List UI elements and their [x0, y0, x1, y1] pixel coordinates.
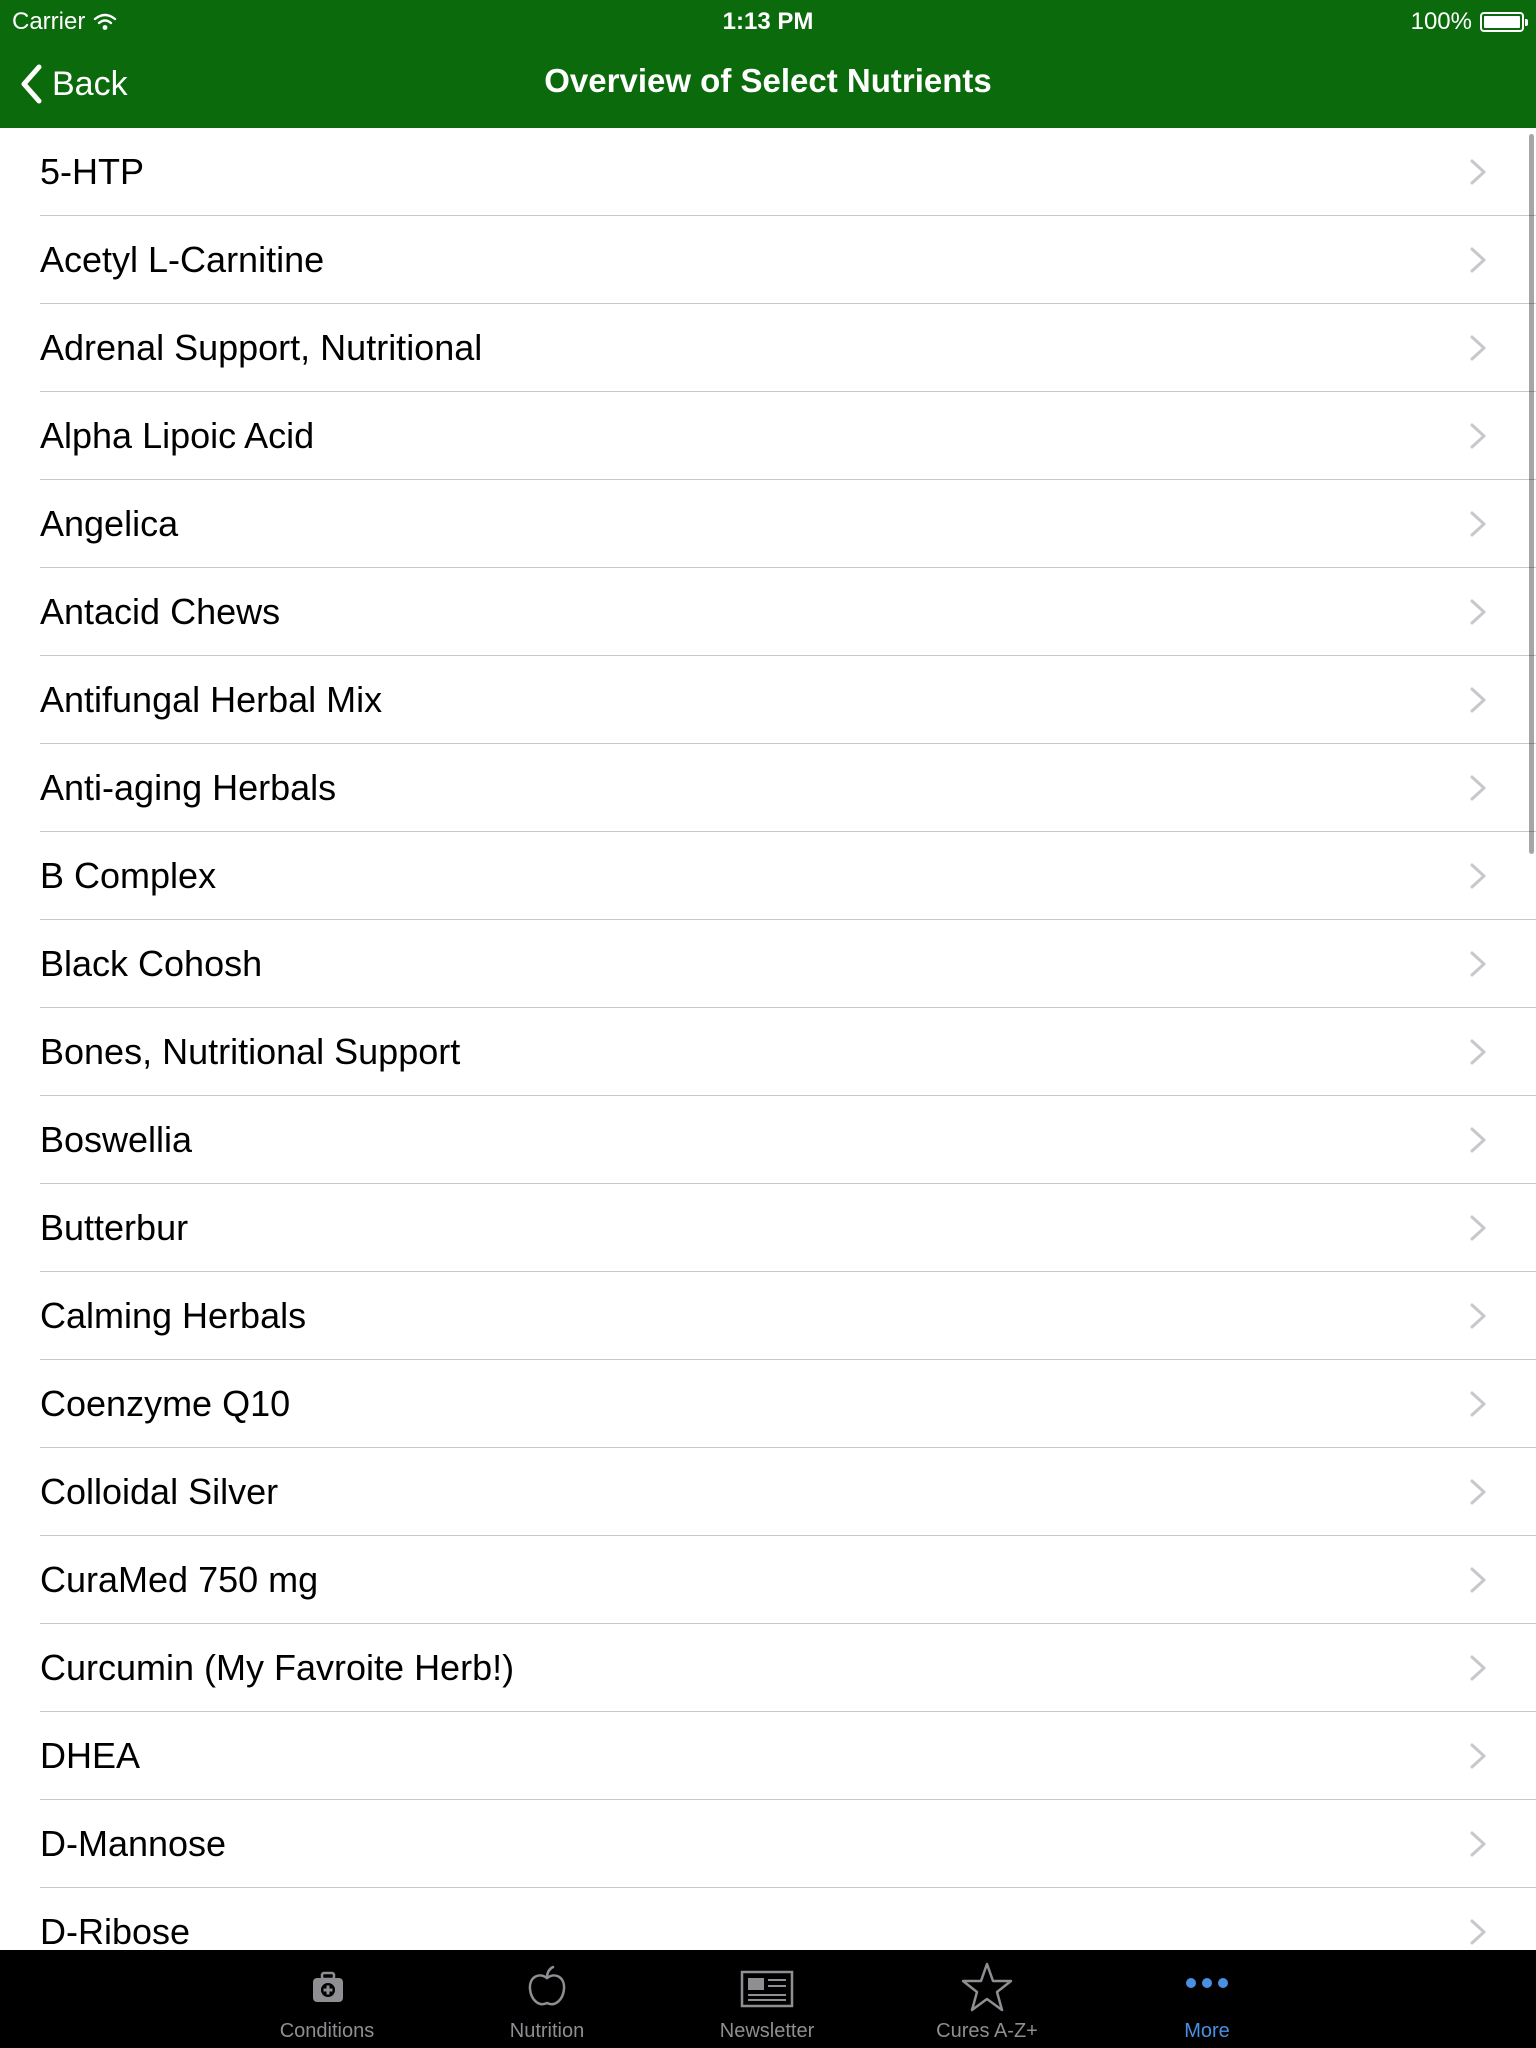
list-item-label: Bones, Nutritional Support	[40, 1031, 461, 1072]
chevron-right-icon	[1466, 1302, 1490, 1330]
chevron-right-icon	[1466, 862, 1490, 890]
list-item[interactable]	[0, 920, 1536, 1008]
newspaper-icon	[737, 1960, 797, 2016]
battery-percent: 100%	[1410, 8, 1472, 35]
list-item[interactable]	[0, 1008, 1536, 1096]
list-item-label: Anti-aging Herbals	[40, 767, 337, 808]
chevron-right-icon	[1466, 950, 1490, 978]
list-item-label: B Complex	[40, 855, 217, 896]
chevron-right-icon	[1466, 334, 1490, 362]
list-item-label: Angelica	[40, 503, 179, 544]
star-icon	[957, 1960, 1017, 2016]
status-time: 1:13 PM	[722, 8, 814, 35]
tab-label: Newsletter	[719, 2020, 815, 2042]
list-item[interactable]	[0, 1448, 1536, 1536]
list-item[interactable]	[0, 480, 1536, 568]
list-item-label: Butterbur	[40, 1207, 189, 1248]
list-item-label: Acetyl L-Carnitine	[40, 239, 325, 280]
tab-label: Conditions	[279, 2020, 375, 2042]
list-item[interactable]	[0, 656, 1536, 744]
list-item[interactable]	[0, 1360, 1536, 1448]
list-item[interactable]	[0, 832, 1536, 920]
list-item-label: D-Ribose	[40, 1911, 191, 1950]
apple-icon	[517, 1960, 577, 2016]
list-item-label: Black Cohosh	[40, 943, 263, 984]
list-item[interactable]	[0, 1184, 1536, 1272]
list-item[interactable]	[0, 216, 1536, 304]
nutrient-list[interactable]	[0, 128, 1536, 1950]
navigation-bar	[0, 0, 1536, 128]
carrier-label: Carrier	[12, 8, 86, 35]
list-item-label: Calming Herbals	[40, 1295, 307, 1336]
tab-newsletter[interactable]	[677, 1950, 857, 2048]
chevron-right-icon	[1466, 1478, 1490, 1506]
list-item[interactable]	[0, 1624, 1536, 1712]
list-item[interactable]	[0, 1800, 1536, 1888]
list-item-label: Colloidal Silver	[40, 1471, 279, 1512]
more-dots-icon	[1177, 1960, 1237, 2016]
list-item-label: Coenzyme Q10	[40, 1383, 291, 1424]
list-item[interactable]	[0, 1096, 1536, 1184]
tab-cures[interactable]	[897, 1950, 1077, 2048]
list-item-label: Boswellia	[40, 1119, 193, 1160]
back-label: Back	[52, 64, 128, 103]
chevron-right-icon	[1466, 422, 1490, 450]
tab-label: Cures A-Z+	[936, 2020, 1038, 2042]
list-item-label: Curcumin (My Favroite Herb!)	[40, 1647, 515, 1688]
tab-bar	[0, 1950, 1536, 2048]
list-item[interactable]	[0, 1712, 1536, 1800]
tab-more[interactable]	[1117, 1950, 1297, 2048]
list-item[interactable]	[0, 1536, 1536, 1624]
status-battery	[1411, 8, 1524, 36]
list-item[interactable]	[0, 392, 1536, 480]
list-item-label: 5-HTP	[40, 151, 145, 192]
list-item-label: Adrenal Support, Nutritional	[40, 327, 483, 368]
medical-kit-icon	[297, 1960, 357, 2016]
chevron-right-icon	[1466, 1566, 1490, 1594]
chevron-right-icon	[1466, 1654, 1490, 1682]
tab-label: Nutrition	[509, 2020, 585, 2042]
list-item[interactable]	[0, 128, 1536, 216]
battery-icon	[1480, 12, 1524, 32]
list-item[interactable]	[0, 304, 1536, 392]
list-item-label: CuraMed 750 mg	[40, 1559, 319, 1600]
chevron-right-icon	[1466, 1126, 1490, 1154]
list-item-label: DHEA	[40, 1735, 141, 1776]
tab-nutrition[interactable]	[457, 1950, 637, 2048]
list-item[interactable]	[0, 1272, 1536, 1360]
chevron-right-icon	[1466, 686, 1490, 714]
list-item-label: Alpha Lipoic Acid	[40, 415, 315, 456]
chevron-right-icon	[1466, 774, 1490, 802]
list-item[interactable]	[0, 568, 1536, 656]
chevron-right-icon	[1466, 158, 1490, 186]
list-item-label: Antacid Chews	[40, 591, 281, 632]
chevron-right-icon	[1466, 1214, 1490, 1242]
chevron-right-icon	[1466, 1742, 1490, 1770]
chevron-right-icon	[1466, 1918, 1490, 1946]
chevron-right-icon	[1466, 1390, 1490, 1418]
scroll-indicator[interactable]	[1529, 134, 1534, 854]
chevron-right-icon	[1466, 1038, 1490, 1066]
chevron-right-icon	[1466, 510, 1490, 538]
tab-label: More	[1184, 2020, 1230, 2042]
list-item-label: D-Mannose	[40, 1823, 227, 1864]
page-title: Overview of Select Nutrients	[544, 62, 992, 99]
chevron-right-icon	[1466, 246, 1490, 274]
list-item[interactable]	[0, 744, 1536, 832]
list-item-label: Antifungal Herbal Mix	[40, 679, 383, 720]
tab-conditions[interactable]	[237, 1950, 417, 2048]
chevron-right-icon	[1466, 1830, 1490, 1858]
list-item[interactable]	[0, 1888, 1536, 1950]
chevron-right-icon	[1466, 598, 1490, 626]
